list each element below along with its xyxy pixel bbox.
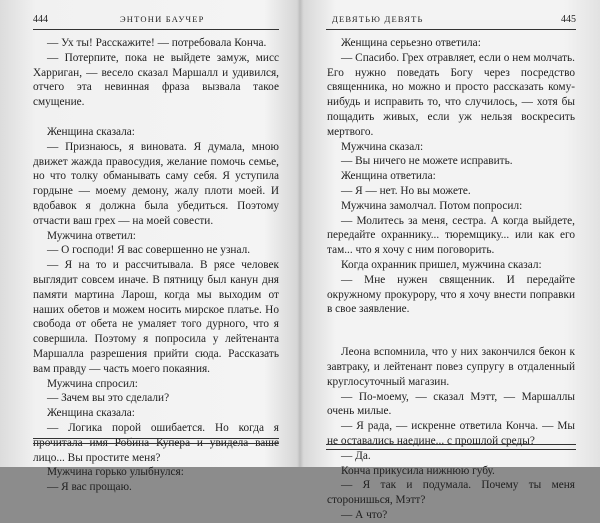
paragraph: — Зачем вы это сделали? (47, 392, 170, 405)
paragraph: — Я рада, — искренне ответила Конча. — Мы не оставались наедине... с прошлой среды? (327, 420, 575, 447)
paragraph: — Вы ничего не можете исправить. (341, 155, 513, 168)
paragraph: Женщина серьезно ответила: (341, 37, 481, 49)
paragraph: Мужчина ответил: (47, 229, 136, 242)
paragraph: — О господи! Я вас совершенно не узнал. (47, 244, 251, 257)
footer-rule (33, 438, 279, 444)
paragraph: Мужчина горько улыбнулся: (47, 466, 184, 479)
paragraph: — По-моему, — сказал Мэтт, — Маршаллы очень милые. (327, 390, 575, 418)
page-number: 444 (33, 14, 48, 25)
paragraph: — Мне нужен священник. И передайте окружному прокурору, что я хочу внести поправки в свое заявление. (327, 273, 575, 316)
right-page (300, 0, 600, 521)
paragraph: Леона вспомнила, что у них закончился бекон к завтраку, и лейтенант повез супругу в отдаленный круглосуточный магазин. (327, 346, 575, 388)
page-number: 445 (561, 14, 576, 25)
running-title: ДЕВЯТЬЮ ДЕВЯТЬ (332, 14, 424, 24)
running-title: ЭНТОНИ БАУЧЕР (120, 14, 205, 24)
paragraph: — Признаюсь, я виновата. Я думала, мною движет жажда правосудия, желание помочь семье, но что толку обманывать саму себя. Я уступила гордыне — моему демону, жалу плоти моей. И вдобавок я должна была убедиться. Поэтому отчасти ваш грех — на моей совести. (33, 140, 279, 227)
paragraph: Женщина ответила: (341, 170, 436, 183)
footer-rule (326, 444, 576, 450)
paragraph: Конча прикусила нижнюю губу. (341, 464, 495, 477)
paragraph: Когда охранник пришел, мужчина сказал: (341, 258, 542, 271)
paragraph: — Я — нет. Но вы можете. (341, 184, 471, 197)
paragraph: Мужчина спросил: (47, 377, 138, 390)
paragraph: Женщина сказала: (47, 125, 135, 138)
paragraph: — Да. (341, 449, 371, 462)
paragraph: — Ух ты! Расскажите! — потребовала Конча. (47, 37, 267, 49)
paragraph: — Я так и подумала. Почему ты меня сторонишься, Мэтт? (327, 479, 575, 507)
left-page (0, 0, 300, 494)
paragraph: — Потерпите, пока не выйдете замуж, мисс Харриган, — весело сказал Маршалл и удивился, отчего эта невинная фраза вызвала такое смущение. (33, 51, 279, 109)
paragraph: — А что? (341, 508, 388, 521)
paragraph: Женщина сказала: (47, 407, 135, 420)
paragraph: — Я вас прощаю. (47, 481, 132, 494)
right-page-header (332, 14, 576, 28)
paragraph: Мужчина сказал: (341, 140, 424, 153)
paragraph: — Молитесь за меня, сестра. А когда выйдете, передайте охраннику... тюремщику... или как его там... что я хочу с ним поговорить. (327, 214, 575, 257)
header-rule (326, 29, 576, 30)
left-page-header (33, 14, 277, 28)
paragraph: — Логика порой ошибается. Но когда я прочитала имя Робина Купера и увидела ваше лицо... Вы простите меня? (33, 421, 279, 464)
header-rule (33, 29, 279, 30)
left-page-text (33, 36, 279, 495)
paragraph: — Я на то и рассчитывала. В рясе человек выглядит совсем иначе. В пятницу был канун дня памяти мартина Ларош, когда мы выходим от наших обетов и можем носить мирское платье. Но свобода от обета не умаляет того дурного, что я совершила. Поэтому я попросила у лейтенанта Маршалла разрешения прийти сюда. Рассказать вам правду — часть моего покаяния. (33, 259, 279, 375)
paragraph: — Спасибо. Грех отравляет, если о нем молчать. Его нужно поведать Богу через посредство священника, но можно и просто рассказать кому-нибудь и исправить то, что случилось, — хотя бы пощадить живых, если уж нельзя воскресить мертвого. (327, 51, 575, 138)
paragraph: Мужчина замолчал. Потом попросил: (341, 199, 523, 212)
